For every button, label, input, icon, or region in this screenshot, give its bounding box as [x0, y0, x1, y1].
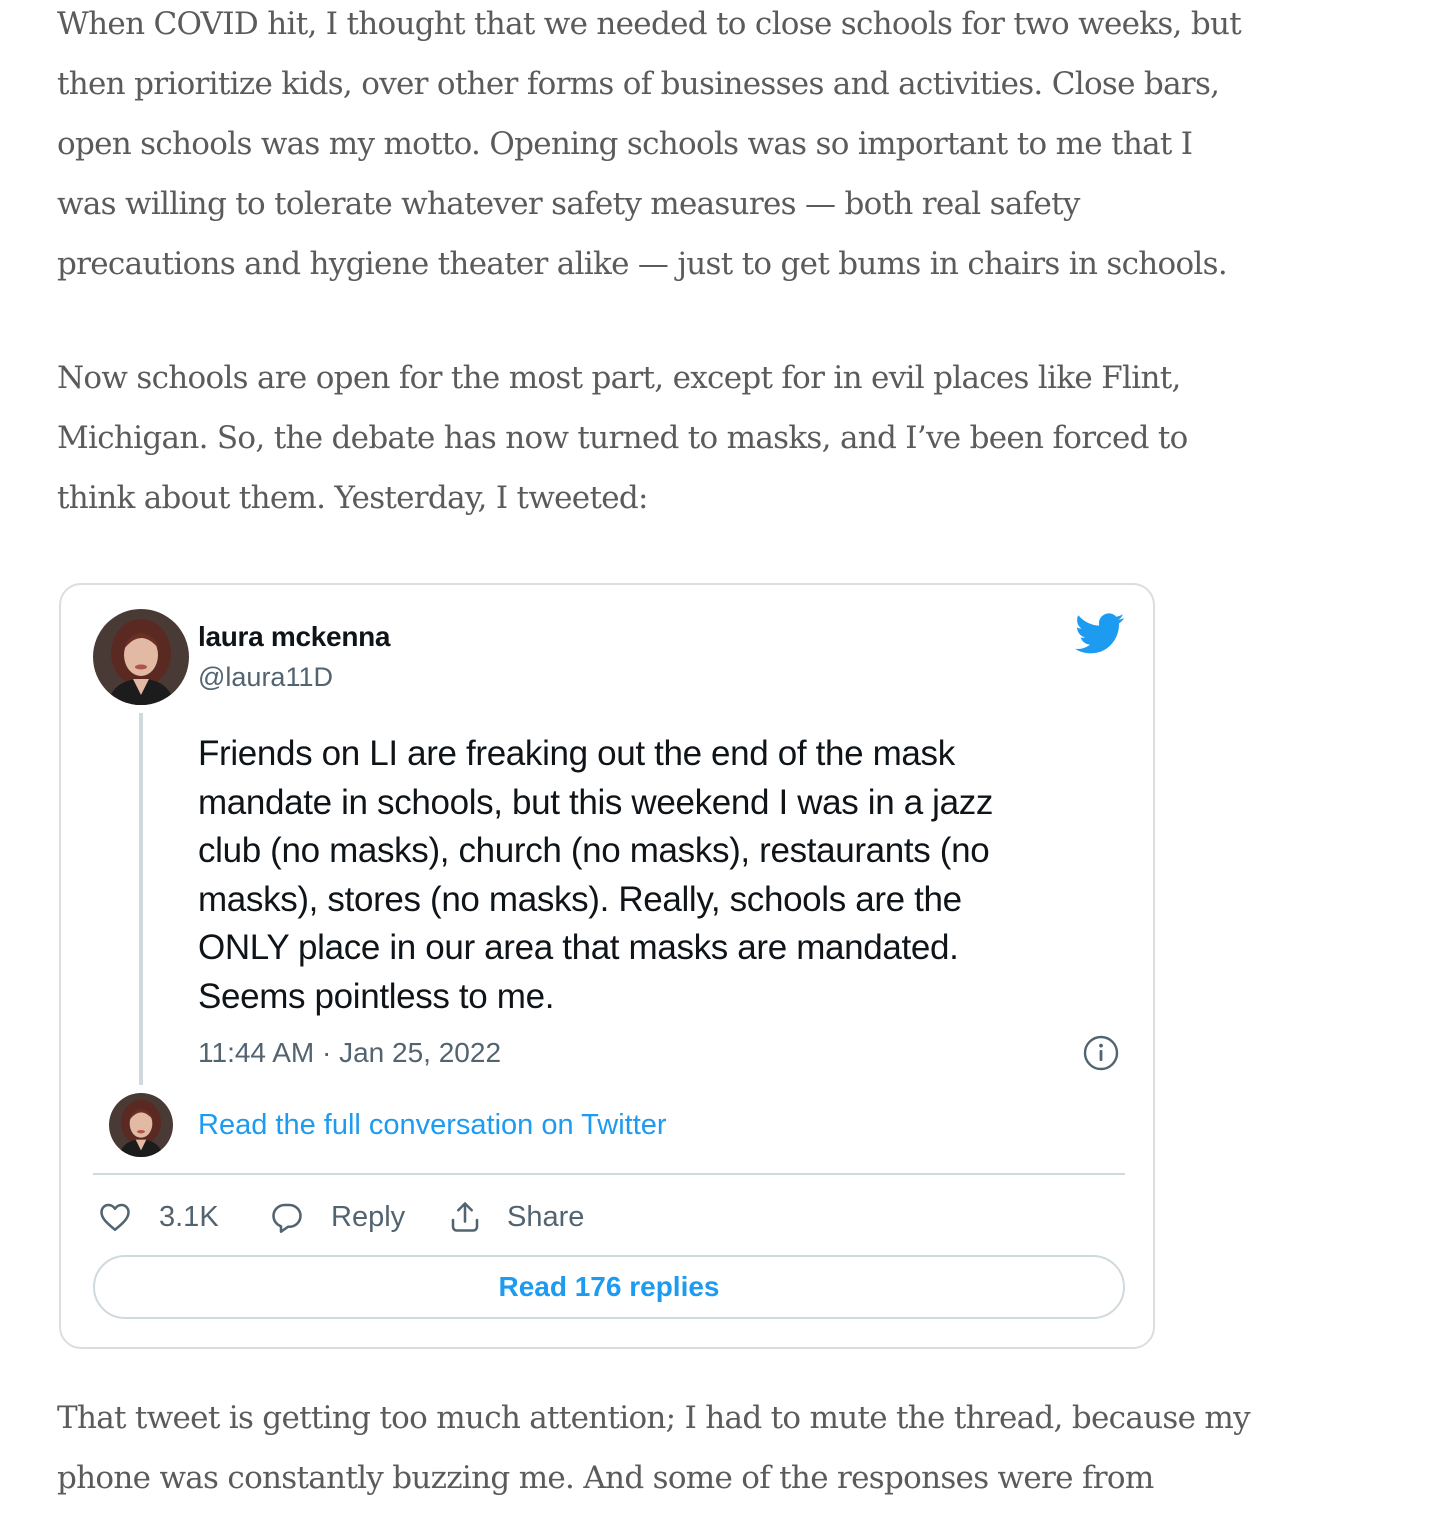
tweet-text-line: mandate in schools, but this weekend I was in a jazz [198, 782, 994, 822]
tweet-text-line: masks), stores (no masks). Really, schools are the [198, 879, 962, 919]
read-full-conversation-link[interactable]: Read the full conversation on Twitter [198, 1109, 667, 1141]
paragraph-line: was willing to tolerate whatever safety measures — both real safety [57, 186, 1080, 222]
tweet-text-line: ONLY place in our area that masks are mandated. [198, 928, 959, 967]
paragraph-line: precautions and hygiene theater alike — just to get bums in chairs in schools. [57, 246, 1228, 282]
speech-bubble-icon [269, 1199, 305, 1235]
paragraph-line: Now schools are open for the most part, except for in evil places like Flint, [57, 360, 1181, 396]
share-button[interactable] [447, 1195, 584, 1239]
share-upload-icon [447, 1199, 483, 1235]
tweet-text [198, 730, 1128, 1021]
tweet-author-handle[interactable]: @laura11D [198, 662, 333, 692]
article-paragraph-1 [57, 0, 1387, 294]
paragraph-line: That tweet is getting too much attention; I had to mute the thread, because my [57, 1400, 1250, 1436]
avatar-portrait-icon [93, 609, 189, 705]
twitter-bird-icon[interactable] [1075, 613, 1125, 655]
tweet-divider [93, 1173, 1125, 1175]
avatar-portrait-icon [109, 1093, 173, 1157]
embedded-tweet-card[interactable] [59, 583, 1155, 1349]
heart-icon [97, 1199, 133, 1235]
reply-button[interactable] [269, 1195, 405, 1239]
paragraph-line: then prioritize kids, over other forms of businesses and activities. Close bars, [57, 66, 1220, 102]
like-button[interactable] [97, 1195, 219, 1239]
paragraph-line: Michigan. So, the debate has now turned to masks, and I’ve been forced to [57, 420, 1188, 456]
share-label: Share [507, 1200, 585, 1233]
paragraph-line: When COVID hit, I thought that we needed to close schools for two weeks, but [57, 6, 1242, 42]
info-icon[interactable] [1083, 1035, 1119, 1071]
paragraph-line: open schools was my motto. Opening schools was so important to me that I [57, 126, 1193, 162]
tweet-text-line: Friends on LI are freaking out the end of the mask [198, 734, 955, 773]
author-avatar-small[interactable] [109, 1093, 173, 1157]
paragraph-line: think about them. Yesterday, I tweeted: [57, 480, 648, 516]
tweet-timestamp[interactable]: 11:44 AM · Jan 25, 2022 [198, 1037, 502, 1068]
tweet-author-name[interactable]: laura mckenna [198, 621, 391, 652]
article-paragraph-2 [57, 348, 1387, 528]
paragraph-line: phone was constantly buzzing me. And some of the responses were from [57, 1460, 1154, 1496]
tweet-text-line: Seems pointless to me. [198, 976, 555, 1016]
article-paragraph-3 [57, 1388, 1387, 1508]
reply-label: Reply [331, 1200, 406, 1233]
tweet-text-line: club (no masks), church (no masks), restaurants (no [198, 831, 990, 870]
like-count: 3.1K [159, 1200, 219, 1233]
thread-connector-line [139, 713, 143, 1085]
author-avatar[interactable] [93, 609, 189, 705]
read-replies-button[interactable]: Read 176 replies [93, 1255, 1125, 1319]
